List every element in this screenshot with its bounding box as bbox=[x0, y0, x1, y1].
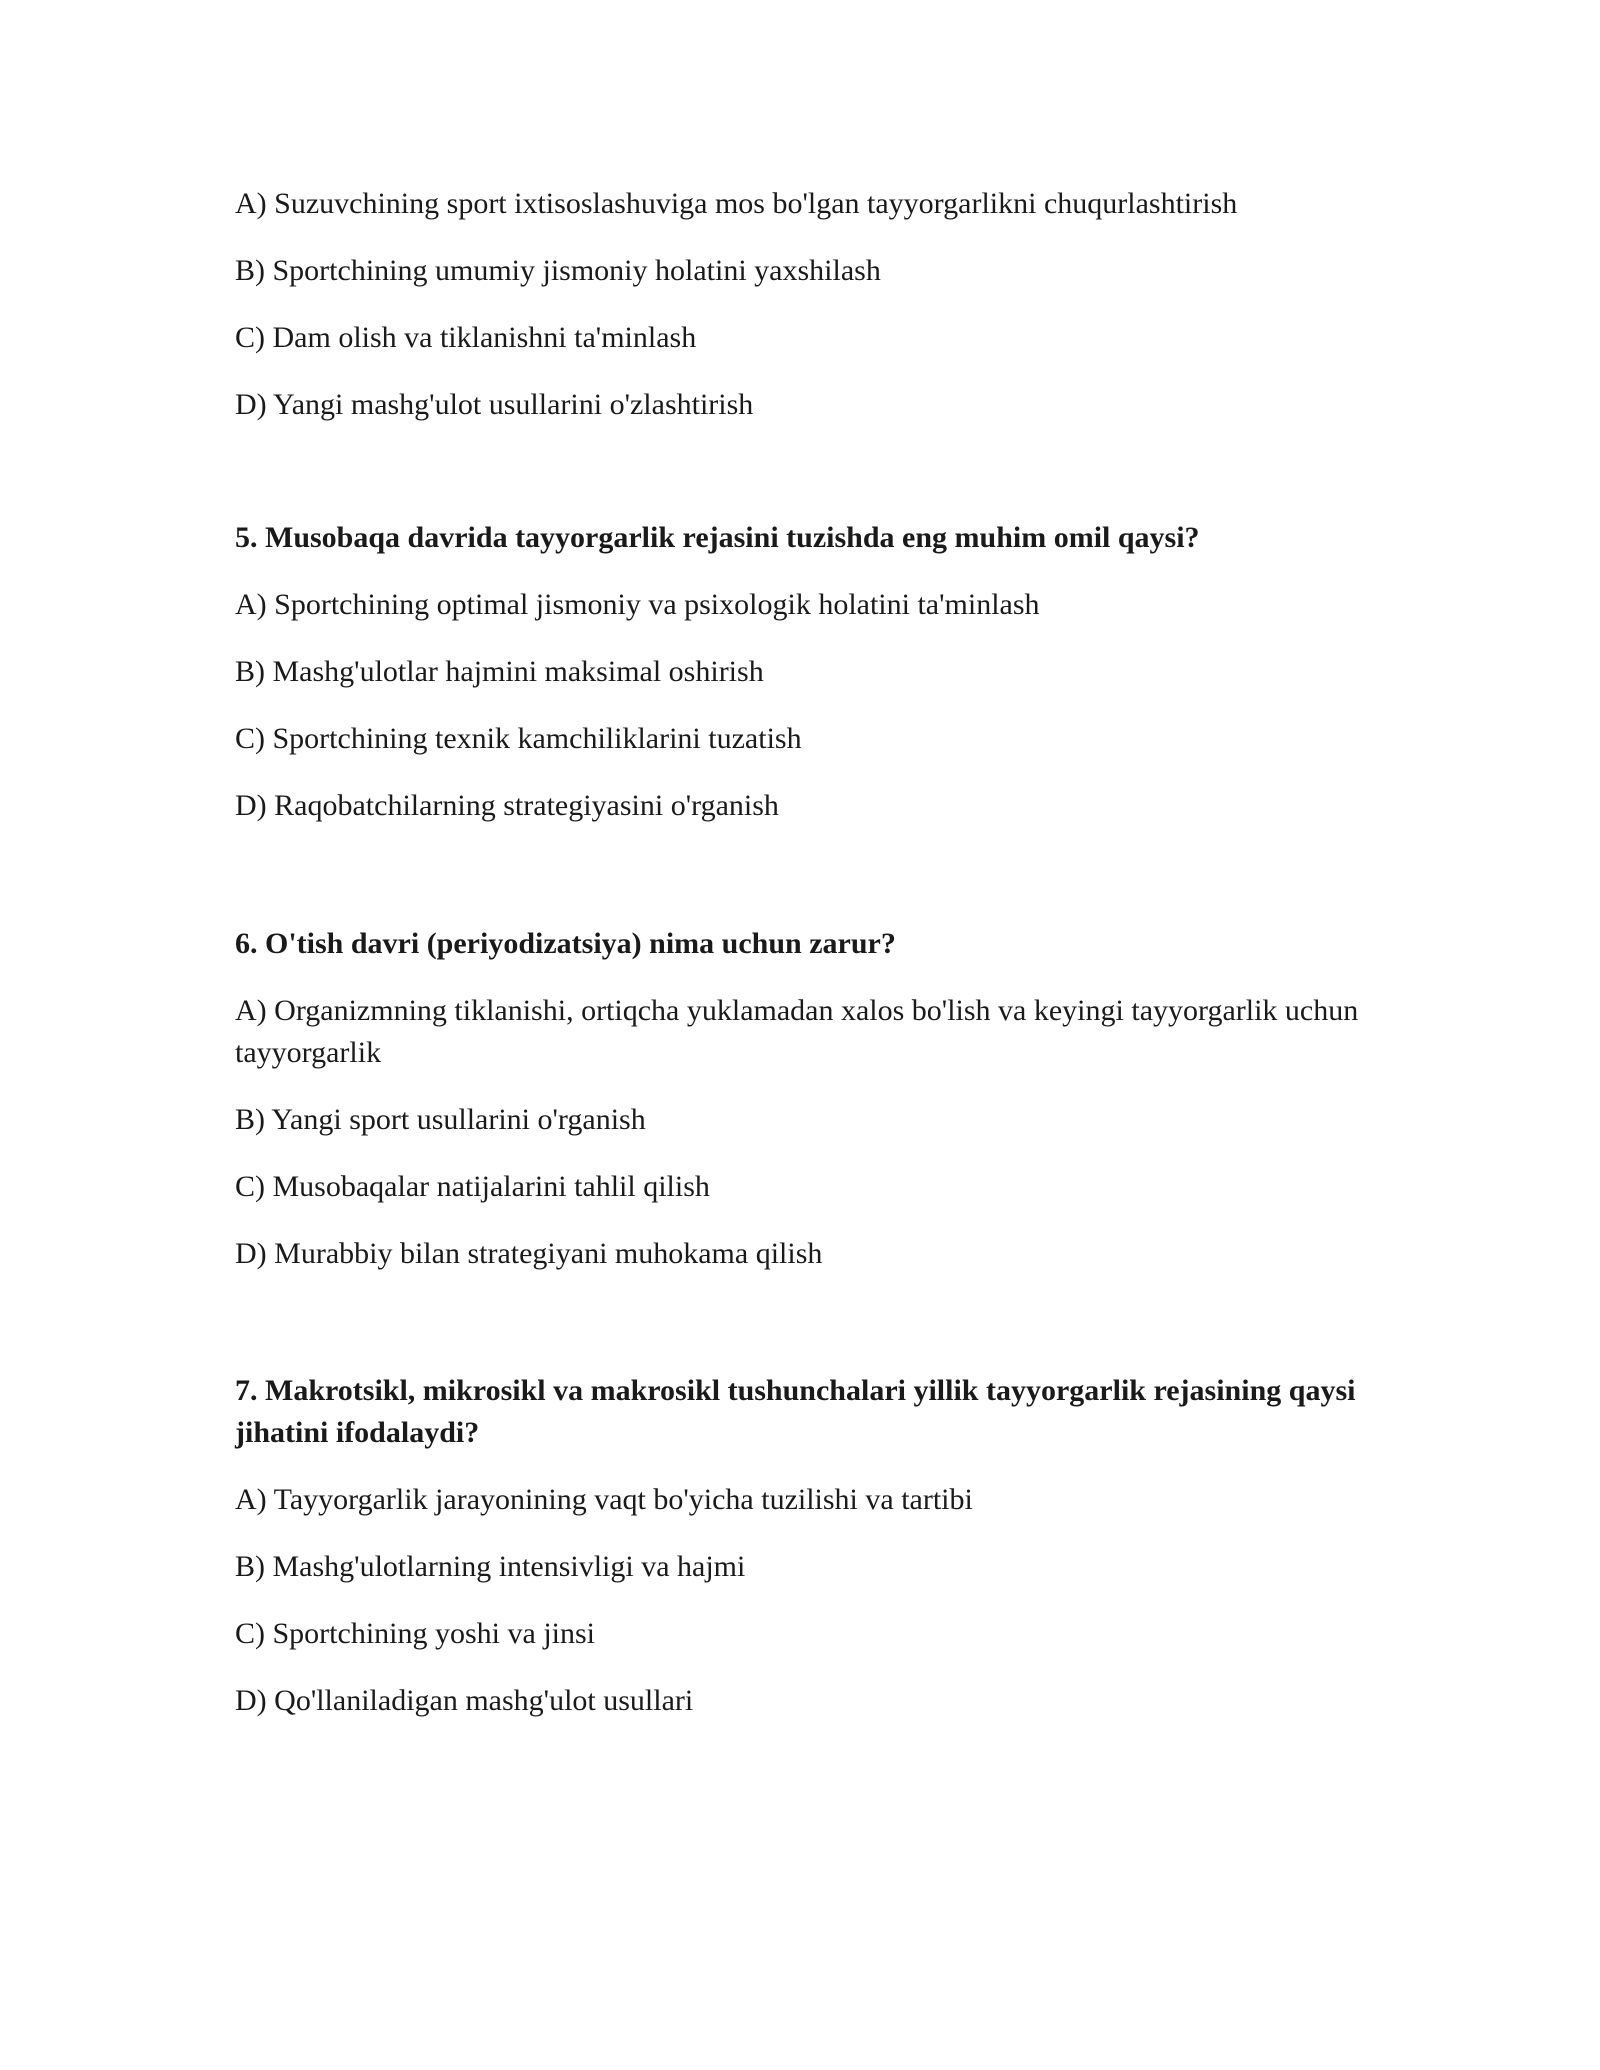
question-7-text: 7. Makrotsikl, mikrosikl va makrosikl tushunchalari yillik tayyorgarlik rejasining qaysi jihatini ifodalaydi? bbox=[235, 1374, 1356, 1449]
option-4b: B) Sportchining umumiy jismoniy holatini yaxshilash bbox=[235, 254, 881, 287]
option-7a: A) Tayyorgarlik jarayonining vaqt bo'yicha tuzilishi va tartibi bbox=[235, 1483, 973, 1516]
question-6 bbox=[235, 923, 1375, 1300]
option-4c: C) Dam olish va tiklanishni ta'minlash bbox=[235, 321, 697, 354]
option-5a: A) Sportchining optimal jismoniy va psixologik holatini ta'minlash bbox=[235, 588, 1040, 621]
option-4a: A) Suzuvchining sport ixtisoslashuviga mos bo'lgan tayyorgarlikni chuqurlashtirish bbox=[235, 187, 1238, 220]
option-6a: A) Organizmning tiklanishi, ortiqcha yuklamadan xalos bo'lish va keyingi tayyorgarlik uchun tayyorgarlik bbox=[235, 994, 1359, 1069]
option-7b: B) Mashg'ulotlarning intensivligi va hajmi bbox=[235, 1550, 746, 1583]
question-5 bbox=[235, 517, 1375, 852]
option-4d: D) Yangi mashg'ulot usullarini o'zlashtirish bbox=[235, 388, 754, 421]
option-6c: C) Musobaqalar natijalarini tahlil qilish bbox=[235, 1170, 710, 1203]
question-7 bbox=[235, 1370, 1375, 1747]
option-5b: B) Mashg'ulotlar hajmini maksimal oshirish bbox=[235, 655, 764, 688]
option-5d: D) Raqobatchilarning strategiyasini o'rganish bbox=[235, 789, 779, 822]
option-7c: C) Sportchining yoshi va jinsi bbox=[235, 1617, 595, 1650]
option-5c: C) Sportchining texnik kamchiliklarini tuzatish bbox=[235, 722, 802, 755]
option-7d: D) Qo'llaniladigan mashg'ulot usullari bbox=[235, 1684, 694, 1717]
question-4-options bbox=[235, 183, 1375, 451]
option-6b: B) Yangi sport usullarini o'rganish bbox=[235, 1103, 646, 1136]
question-5-text: 5. Musobaqa davrida tayyorgarlik rejasini tuzishda eng muhim omil qaysi? bbox=[235, 521, 1200, 554]
question-6-text: 6. O'tish davri (periyodizatsiya) nima uchun zarur? bbox=[235, 927, 896, 960]
option-6d: D) Murabbiy bilan strategiyani muhokama qilish bbox=[235, 1237, 823, 1270]
